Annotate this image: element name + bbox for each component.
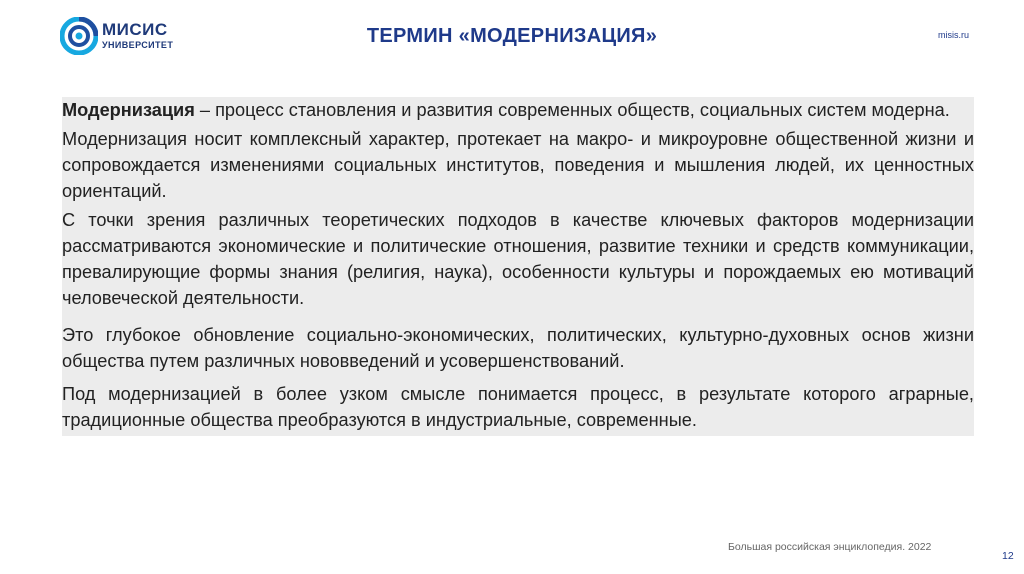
paragraph-complex-character: Модернизация носит комплексный характер, протекает на макро- и микроуровне общественной жизни и сопровождается изменениями социальных институтов, поведения и мышления людей, их ценностных ориентаций. [62,129,974,201]
logo-name: МИСИС [102,20,168,39]
paragraph-key-factors: С точки зрения различных теоретических подходов в качестве ключевых факторов модернизации рассматриваются экономические и политические отношения, развитие техники и средств коммуникации, превалирующие формы знания (религия, наука), особенности культуры и порождаемых ею мотиваций человеческой деятельности. [62,210,974,308]
paragraph-narrow-sense: Под модернизацией в более узком смысле понимается процесс, в результате которого аграрные, традиционные общества преобразуются в индустриальные, современные. [62,384,974,430]
content-block [62,97,974,436]
definition-text: – процесс становления и развития современных обществ, социальных систем модерна. [194,100,950,120]
logo-subtitle: УНИВЕРСИТЕТ [102,40,174,50]
paragraph-definition [62,97,974,126]
slide-title: ТЕРМИН «МОДЕРНИЗАЦИЯ» [366,25,658,47]
source-citation: Большая российская энциклопедия. 2022 [728,541,932,553]
site-link[interactable]: misis.ru [938,30,969,40]
page-number: 12 [1002,550,1014,562]
term-bold: Модернизация [62,100,195,120]
paragraph-renewal: Это глубокое обновление социально-экономических, политических, культурно-духовных основ жизни общества путем различных нововведений и усовершенствований. [62,325,974,371]
